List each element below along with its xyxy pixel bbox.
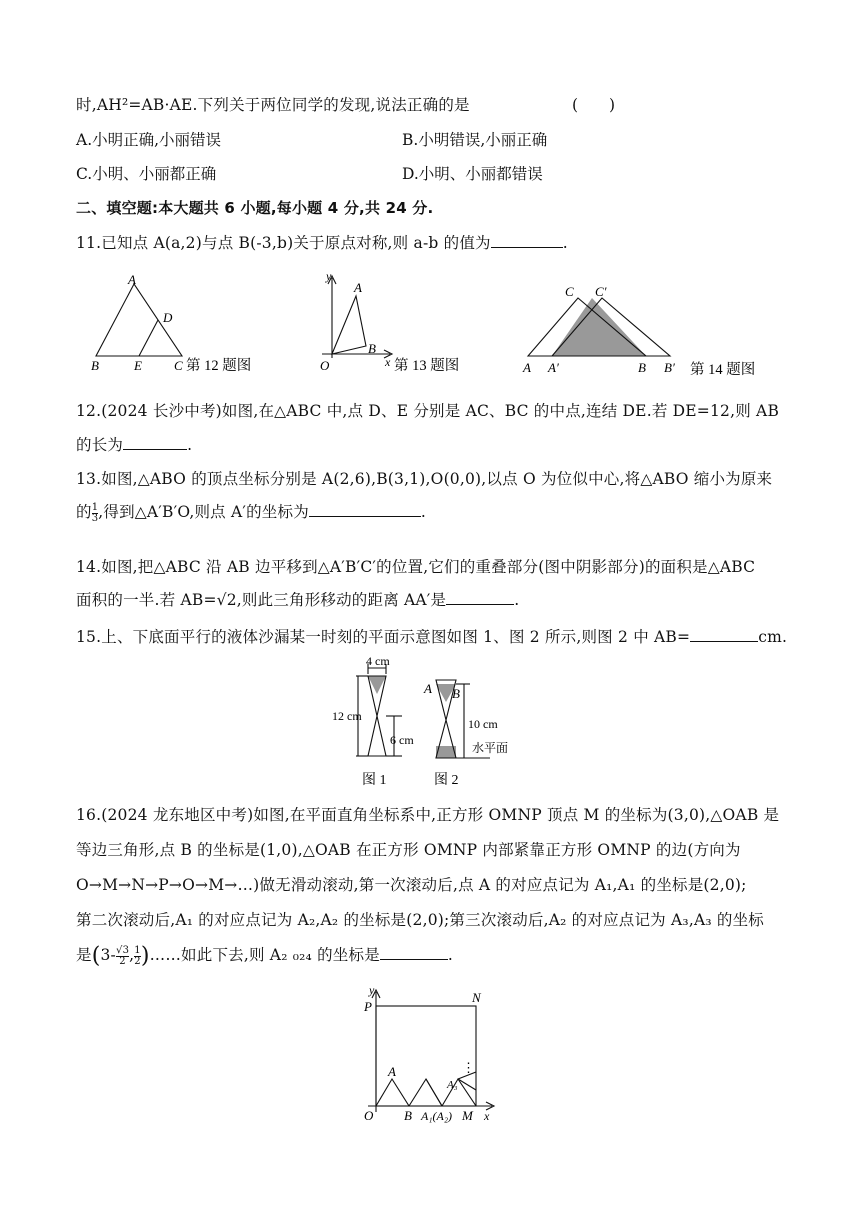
q16-line3: O→M→N→P→O→M→…)做无滑动滚动,第一次滚动后,点 A 的对应点记为 A₁,A₁ 的坐标是(2,0); [76,876,747,894]
fig12-label-e: E [134,358,142,373]
q11-answer-blank[interactable] [491,246,563,248]
q16-line5: 是(3- $\frac{√3}{2}$ , $\frac{1}{2}$ )……如此下去,则 A₂ ₀₂₄ 的坐标是 . [76,943,454,969]
fig16-label-a: A [388,1064,396,1079]
fig15-low-height: 6 cm [390,733,414,747]
fig16-label-a1a2: A₁(A₂) [421,1109,452,1123]
q13-fraction: $\frac{1}{3}$ [91,501,99,524]
q10-option-a[interactable]: A.小明正确,小丽错误 [76,131,222,149]
fig14-label-b: B [638,360,646,375]
fig16-label-b: B [404,1108,412,1123]
q10-option-b[interactable]: B.小明错误,小丽正确 [402,131,548,149]
q14-answer-blank[interactable] [446,603,514,605]
q13-answer-blank[interactable] [309,515,421,517]
fig13-axis-x: x [385,355,391,369]
fig16-axis-x: x [484,1109,490,1123]
fig16-origin: O [364,1108,374,1123]
fig14-label-a-prime: A′ [548,360,559,375]
fig15-label-a: A [424,681,432,696]
q11: 11.已知点 A(a,2)与点 B(-3,b)关于原点对称,则 a-b 的值为 . [76,234,568,252]
q15: 15.上、下底面平行的液体沙漏某一时刻的平面示意图如图 1、图 2 所示,则图 2 中 AB= cm. [76,628,788,646]
q14-line1: 14.如图,把△ABC 沿 AB 边平移到△A′B′C′的位置,它们的重叠部分(图中阴影部分)的面积是△ABC [76,558,756,576]
q10-option-c[interactable]: C.小明、小丽都正确 [76,165,217,183]
q12-line2: 的长为 . [76,436,193,454]
fig15-label-b: B [452,686,460,701]
fig12-caption: 第 12 题图 [186,358,252,374]
fig14-label-c: C [565,284,574,299]
fig13-label-a: A [354,280,362,295]
fig13-origin: O [320,358,330,373]
fig15-ground-label: 水平面 [472,741,509,755]
fig15-total-height: 12 cm [332,709,362,723]
figure-14 [518,276,778,380]
q15-answer-blank[interactable] [690,640,758,642]
fig16-dots: ⋮ [462,1060,475,1075]
fig16-label-m: M [462,1108,473,1123]
q16-line4: 第二次滚动后,A₁ 的对应点记为 A₂,A₂ 的坐标是(2,0);第三次滚动后,A₂ 的对应点记为 A₃,A₃ 的坐标 [76,911,764,929]
figure-15-hourglass [330,650,540,790]
q12-line1: 12.(2024 长沙中考)如图,在△ABC 中,点 D、E 分别是 AC、BC 的中点,连结 DE.若 DE=12,则 AB [76,402,780,420]
q16-line2: 等边三角形,点 B 的坐标是(1,0),△OAB 在正方形 OMNP 内部紧靠正方形 OMNP 的边(方向为 [76,841,741,859]
figure-13 [308,266,478,380]
q16-answer-blank[interactable] [380,958,448,960]
q13-line1: 13.如图,△ABO 的顶点坐标分别是 A(2,6),B(3,1),O(0,0),以点 O 为位似中心,将△ABO 缩小为原来 [76,470,773,488]
fig15-top-width: 4 cm [366,654,390,668]
fig12-label-c: C [174,358,183,373]
fig12-label-a: A [128,272,136,287]
q10-tail: 时,AH²=AB·AE.下列关于两位同学的发现,说法正确的是 [76,96,470,114]
fig14-label-c-prime: C′ [595,284,607,299]
fig12-label-b: B [91,358,99,373]
fig16-label-a3: A₃ [447,1079,458,1091]
q14-line2: 面积的一半.若 AB=√2,则此三角形移动的距离 AA′是 . [76,591,520,609]
fig15-caption-2: 图 2 [434,773,459,788]
fig15-b-height: 10 cm [468,717,498,731]
fig13-caption: 第 13 题图 [394,358,460,374]
fig14-caption: 第 14 题图 [690,362,756,378]
fig13-axis-y: y [326,269,332,283]
section-2-heading: 二、填空题:本大题共 6 小题,每小题 4 分,共 24 分. [76,199,434,217]
q13-line2: 的 $\frac{1}{3}$ ,得到△A′B′O,则点 A′的坐标为 . [76,501,427,524]
fig13-label-b: B [368,341,376,356]
fig16-axis-y: y [369,986,375,997]
fig16-label-p: P [364,999,372,1014]
q10-option-d[interactable]: D.小明、小丽都错误 [402,165,543,183]
q16-line1: 16.(2024 龙东地区中考)如图,在平面直角坐标系中,正方形 OMNP 顶点 M 的坐标为(3,0),△OAB 是 [76,806,780,824]
figure-12 [86,270,276,380]
q12-answer-blank[interactable] [123,448,187,450]
fig14-label-b-prime: B′ [664,360,675,375]
q16-fraction-1-2: $\frac{1}{2}$ [134,944,141,967]
fig15-caption-1: 图 1 [362,773,387,788]
q10-answer-paren: ( ) [572,96,616,114]
q16-fraction-sqrt3-2: $\frac{√3}{2}$ [116,944,130,967]
fig14-label-a: A [523,360,531,375]
fig16-label-n: N [472,990,481,1005]
fig12-label-d: D [163,310,173,325]
figure-16 [354,986,514,1128]
